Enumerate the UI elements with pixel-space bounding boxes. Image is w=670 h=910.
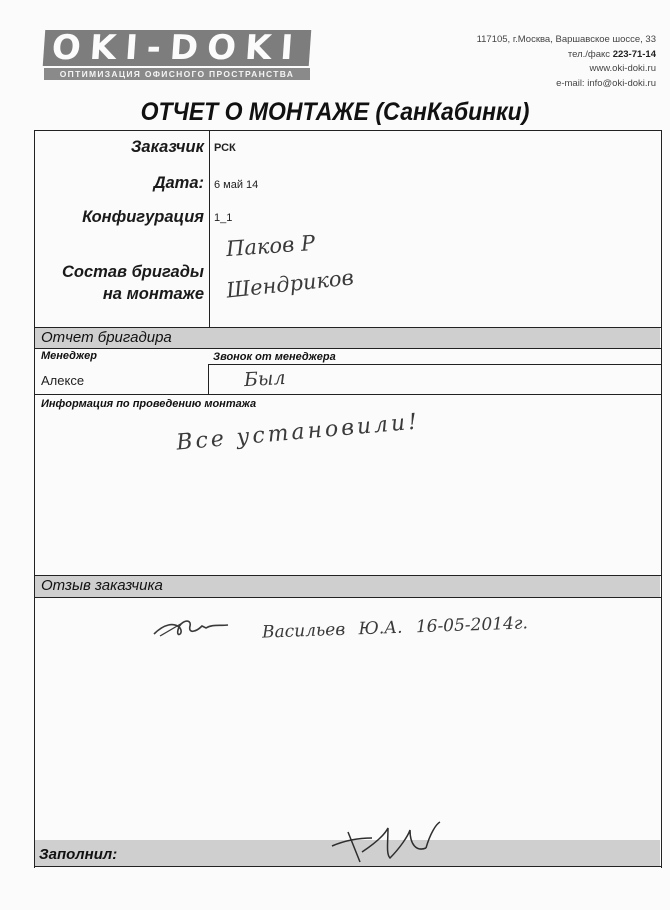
phone-line bbox=[477, 48, 656, 63]
logo-tagline: ОПТИМИЗАЦИЯ ОФИСНОГО ПРОСТРАНСТВА bbox=[44, 68, 310, 80]
team-label-line-1: Состав бригады bbox=[62, 263, 204, 281]
logo-wordmark: OKI-DOKI bbox=[43, 30, 312, 66]
company-logo bbox=[44, 30, 312, 82]
manager-value: Алексе bbox=[41, 373, 85, 388]
team-label bbox=[40, 261, 204, 305]
date-value: 6 май 14 bbox=[214, 179, 259, 191]
filled-by-label: Заполнил: bbox=[39, 846, 118, 863]
installation-info-handwriting: Все установили! bbox=[175, 409, 421, 456]
manager-call-line bbox=[208, 364, 662, 365]
form-frame bbox=[34, 130, 662, 868]
team-label-line-2: на монтаже bbox=[102, 285, 204, 303]
installation-info-label: Информация по проведению монтажа bbox=[41, 398, 257, 410]
team-member-1-handwriting: Паков Р bbox=[225, 230, 316, 262]
team-member-2-handwriting: Шендриков bbox=[225, 265, 355, 303]
customer-feedback-title: Отзыв заказчика bbox=[41, 577, 163, 594]
customer-label: Заказчик bbox=[130, 138, 204, 156]
configuration-label: Конфигурация bbox=[82, 208, 204, 226]
filled-by-signature bbox=[326, 818, 446, 868]
manager-call-handwriting: Был bbox=[243, 366, 287, 392]
manager-label: Менеджер bbox=[41, 350, 97, 362]
customer-feedback-handwriting: Васильев Ю.А. 16-05-2014г. bbox=[261, 613, 529, 643]
email-line: e-mail: info@oki-doki.ru bbox=[556, 77, 656, 89]
manager-divider bbox=[208, 364, 209, 394]
frame-top-line bbox=[34, 130, 662, 131]
feedback-band-bottom-line bbox=[34, 597, 662, 598]
manager-call-label: Звонок от менеджера bbox=[213, 351, 336, 363]
customer-signature bbox=[150, 612, 232, 644]
date-label: Дата: bbox=[153, 174, 204, 192]
customer-value: РСК bbox=[214, 142, 236, 154]
phone-label: тел./факс bbox=[567, 48, 611, 60]
label-column-divider bbox=[209, 130, 210, 328]
contact-block bbox=[477, 33, 656, 91]
page-title: ОТЧЕТ О МОНТАЖЕ (СанКабинки) bbox=[140, 98, 530, 126]
foreman-band-bottom-line bbox=[34, 348, 662, 349]
phone-number: 223-71-14 bbox=[612, 48, 656, 60]
manager-bottom-line bbox=[34, 394, 662, 395]
address-line: 117105, г.Москва, Варшавское шоссе, 33 bbox=[476, 34, 656, 45]
configuration-value: 1_1 bbox=[214, 212, 233, 224]
website-line: www.oki-doki.ru bbox=[589, 63, 656, 74]
foreman-report-title: Отчет бригадира bbox=[41, 329, 172, 346]
